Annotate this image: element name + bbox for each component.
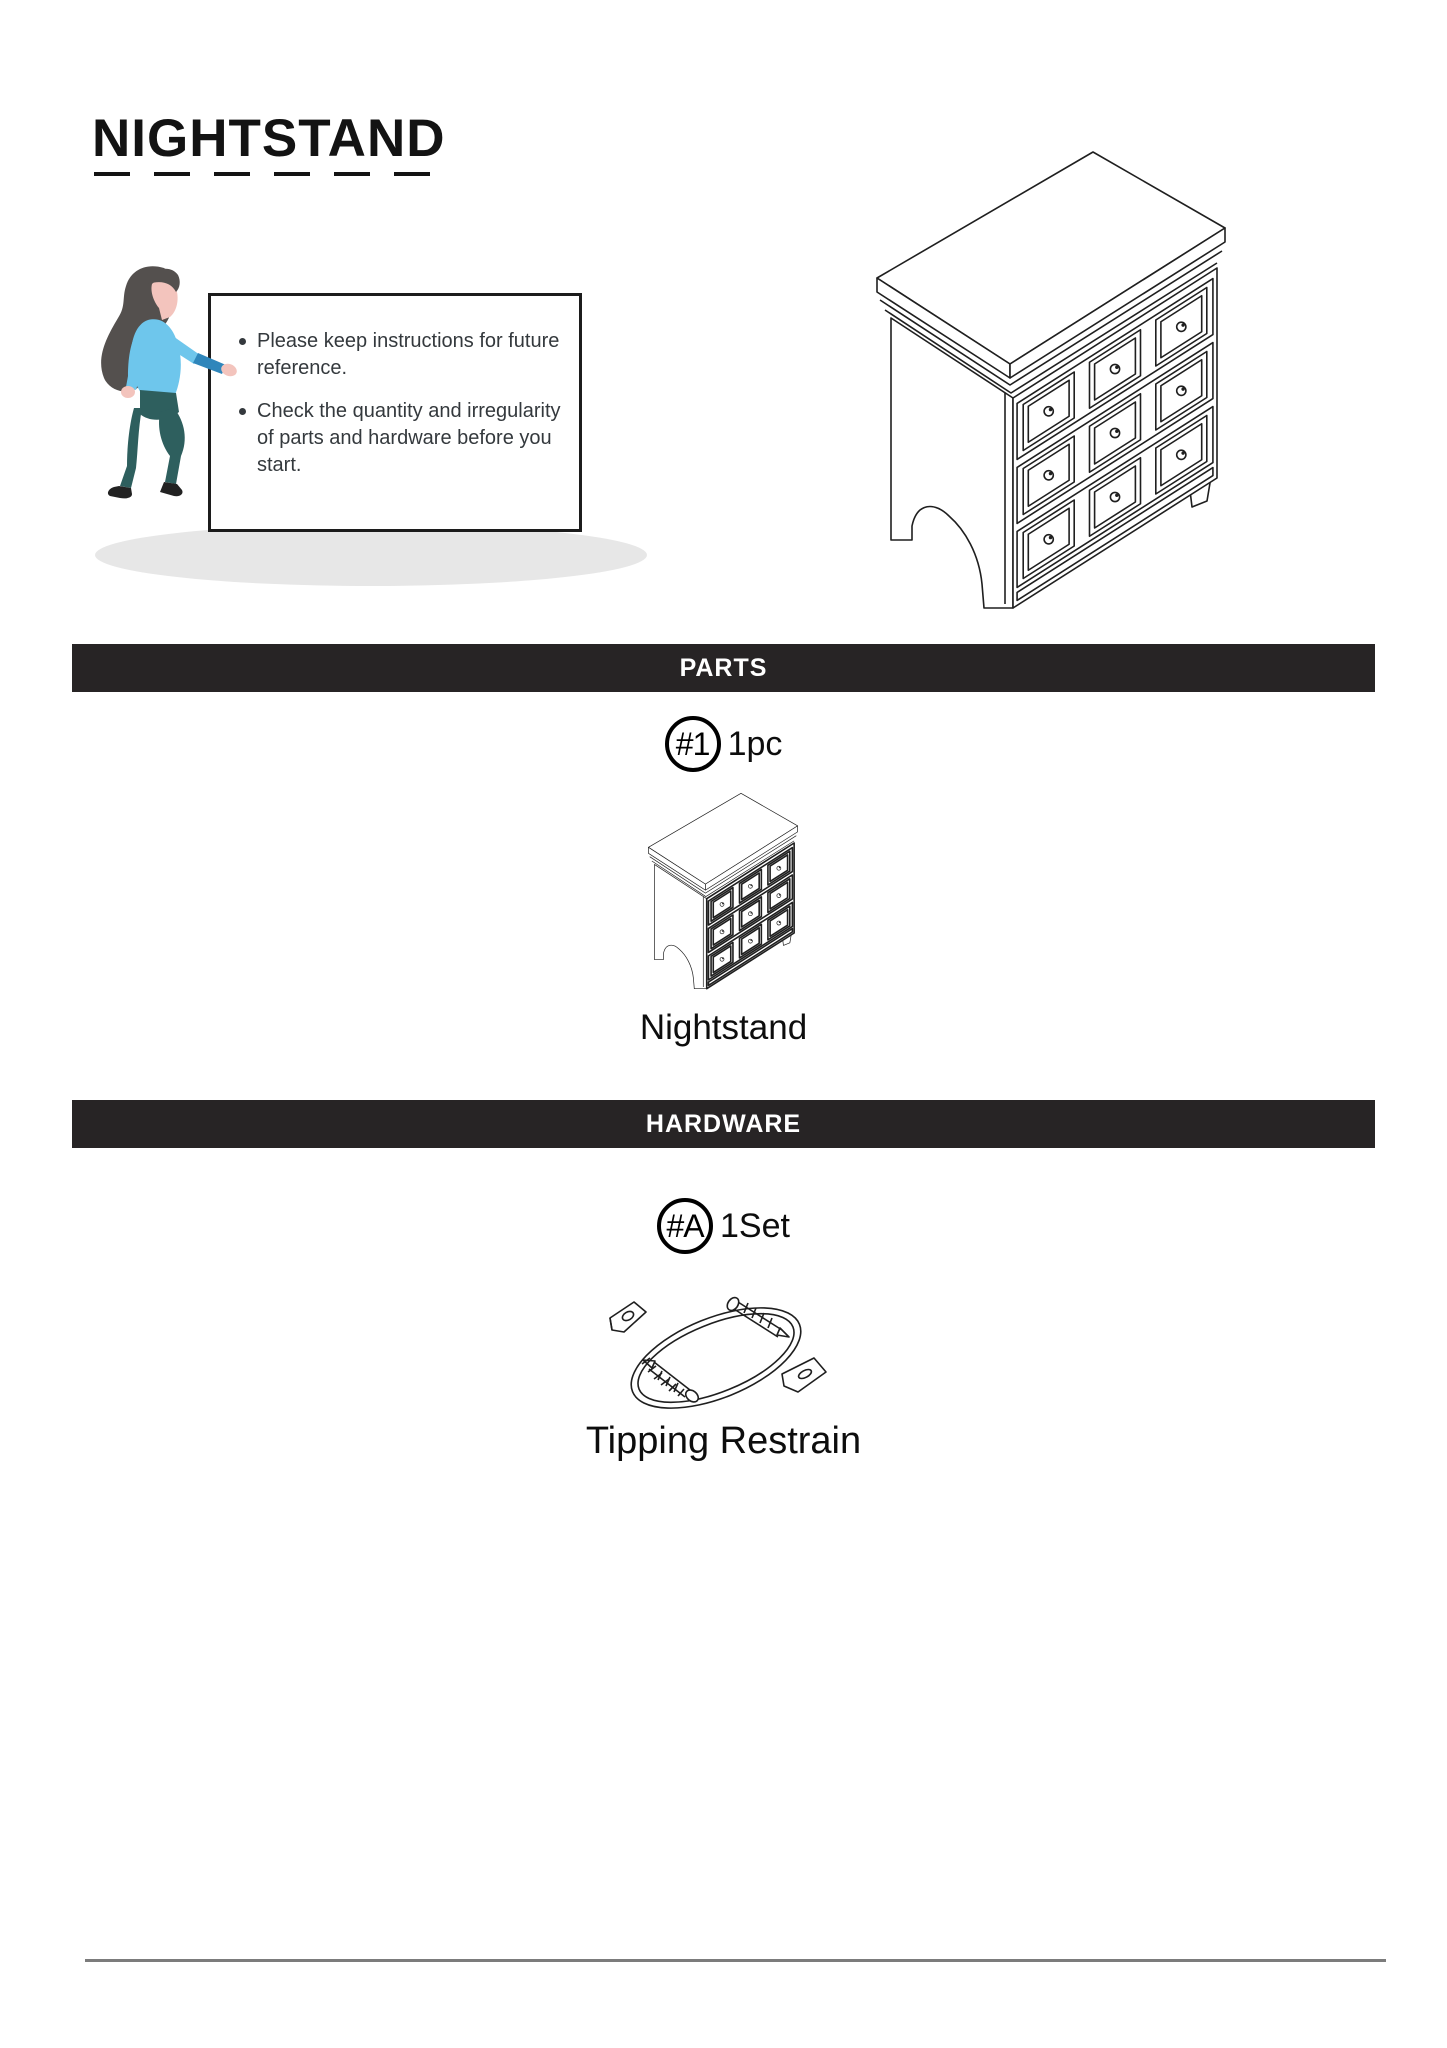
hardware-name-label: Tipping Restrain — [585, 1420, 862, 1462]
bracket-right — [782, 1358, 826, 1392]
hardware-quantity: 1Set — [720, 1206, 790, 1245]
parts-section-bar — [72, 644, 1375, 692]
back-leg — [120, 408, 142, 488]
notice-item: Please keep instructions for future reference. — [233, 328, 561, 382]
part-1-row — [0, 716, 1447, 772]
part-quantity: 1pc — [727, 724, 783, 763]
screw-lower — [643, 1360, 701, 1404]
hardware-section-title: HARDWARE — [645, 1109, 802, 1138]
page-title: NIGHTSTAND — [92, 109, 446, 168]
hardware-section-bar — [72, 1100, 1375, 1148]
nightstand-line-drawing — [855, 140, 1240, 620]
hardware-a-row — [0, 1198, 1447, 1254]
front-leg — [159, 408, 185, 484]
bracket-left — [610, 1302, 646, 1332]
floor-shadow — [95, 524, 647, 586]
part-nightstand-thumbnail — [639, 788, 804, 994]
forearm-sleeve — [193, 353, 226, 374]
part-number-badge: #1 — [665, 716, 721, 772]
restraint-strap — [618, 1288, 815, 1420]
hardware-letter-badge: #A — [657, 1198, 713, 1254]
title-underline-dashes — [94, 172, 446, 176]
back-shoe — [108, 486, 132, 498]
parts-section-title: PARTS — [679, 653, 768, 682]
near-hand — [121, 386, 135, 398]
part-name-label: Nightstand — [639, 1008, 808, 1047]
tipping-restraint-drawing — [586, 1288, 886, 1420]
footer-divider — [85, 1959, 1386, 1962]
woman-illustration — [86, 260, 238, 510]
notice-item: Check the quantity and irregularity of parts and hardware before you start. — [233, 398, 561, 479]
front-shoe — [160, 482, 183, 496]
notice-list — [233, 328, 561, 479]
notice-box — [208, 293, 582, 532]
